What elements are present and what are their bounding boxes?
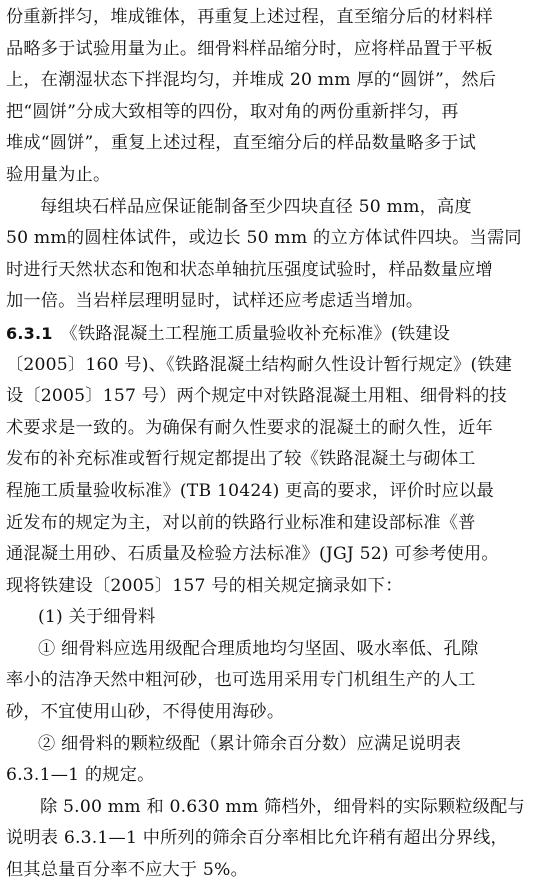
text-line: 把“圆饼”分成大致相等的四份，取对角的两份重新拌匀，再: [6, 101, 459, 122]
paragraph-rock-samples: [6, 192, 525, 318]
text-line: 加一倍。当岩样层理明显时，试样还应考虑适当增加。: [6, 291, 424, 312]
section-number: 6.3.1: [6, 323, 53, 343]
list-item-line: ② 细骨料的颗粒级配（累计筛余百分数）应满足说明表: [38, 733, 461, 754]
section-6-3-1: [6, 318, 525, 602]
text-line: 50 mm的圆柱体试件，或边长 50 mm 的立方体试件四块。当需同: [6, 228, 522, 249]
text-line: 说明表 6.3.1—1 中所列的筛余百分率相比允许稍有超出分界线，: [6, 828, 508, 849]
text-line: 品略多于试验用量为止。细骨料样品缩分时，应将样品置于平板: [6, 38, 493, 59]
text-line: 验用量为止。: [6, 164, 111, 185]
text-line: 术要求是一致的。为确保有耐久性要求的混凝土的耐久性，近年: [6, 417, 493, 438]
text-line: 每组块石样品应保证能制备至少四块直径 50 mm，高度: [40, 196, 472, 217]
section-first-line-text: 《铁路混凝土工程施工质量验收补充标准》(铁建设: [60, 323, 450, 344]
list-item-line: ① 细骨料应选用级配合理质地均匀坚固、吸水率低、孔隙: [38, 638, 479, 659]
text-line: 上，在潮湿状态下拌混均匀，并堆成 20 mm 厚的“圆饼”，然后: [6, 70, 497, 91]
text-line: 除 5.00 mm 和 0.630 mm 筛档外，细骨料的实际颗粒级配与: [40, 796, 525, 817]
text-line: 份重新拌匀，堆成锥体，再重复上述过程，直至缩分后的材料样: [6, 7, 493, 27]
section-first-line: [6, 318, 525, 350]
subsection-heading: (1) 关于细骨料: [38, 607, 156, 628]
text-line: 现将铁建设〔2005〕157 号的相关规定摘录如下：: [6, 575, 403, 596]
text-line: 程施工质量验收标准》(TB 10424) 更高的要求，评价时应以最: [6, 480, 494, 501]
list-item-line: 6.3.1—1 的规定。: [6, 765, 155, 786]
text-line: 堆成“圆饼”，重复上述过程，直至缩分后的样品数量略多于试: [6, 133, 477, 154]
paragraph-sample-reduction: [6, 2, 525, 192]
text-line: 时进行天然状态和饱和状态单轴抗压强度试验时，样品数量应增: [6, 259, 493, 280]
subsection-fine-aggregate: [6, 602, 525, 886]
text-line: 通混凝土用砂、石质量及检验方法标准》(JGJ 52) 可参考使用。: [6, 544, 499, 565]
text-line: 设〔2005〕157 号）两个规定中对铁路混凝土用粗、细骨料的技: [6, 386, 507, 407]
text-line: 发布的补充标准或暂行规定都提出了较《铁路混凝土与砌体工: [6, 449, 476, 470]
text-line: 近发布的规定为主，对以前的铁路行业标准和建设部标准《普: [6, 512, 476, 533]
list-item-line: 率小的洁净天然中粗河砂，也可选用采用专门机组生产的人工: [6, 670, 476, 691]
text-line: 〔2005〕160 号)、《铁路混凝土结构耐久性设计暂行规定》(铁建: [6, 354, 513, 375]
list-item-line: 砂，不宜使用山砂，不得使用海砂。: [6, 702, 285, 723]
text-line: 但其总量百分率不应大于 5%。: [6, 860, 248, 881]
